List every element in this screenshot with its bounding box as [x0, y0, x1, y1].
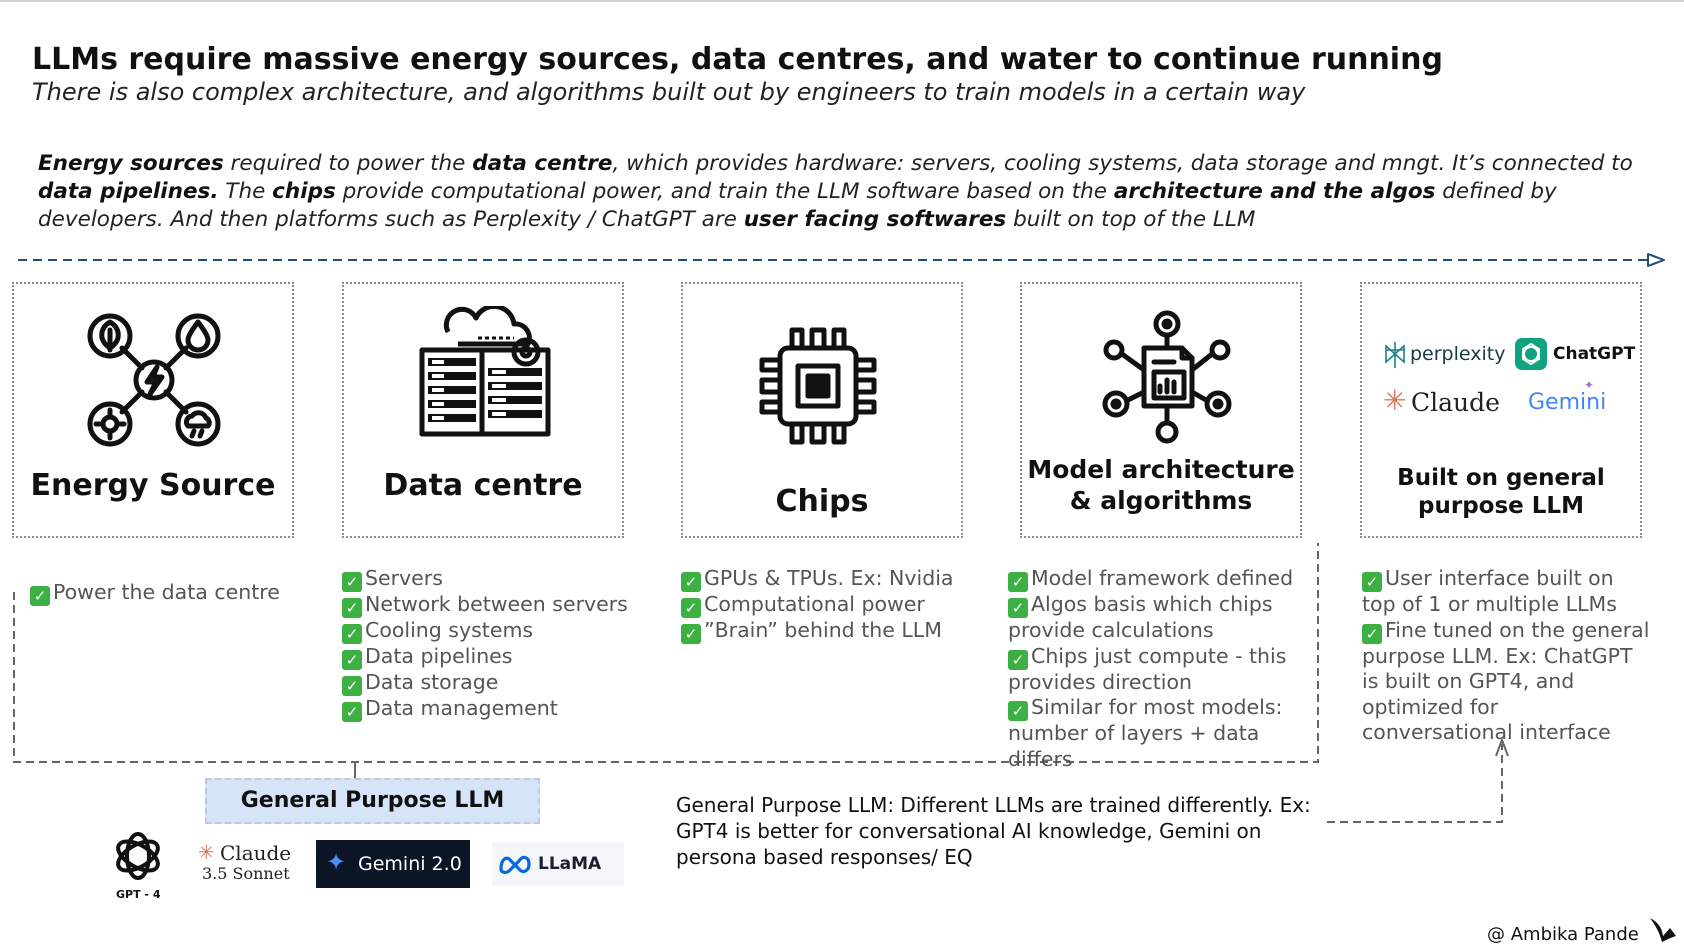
claude-icon: ✳: [1383, 384, 1407, 417]
llama-label: LLaMA: [538, 854, 602, 874]
list-item: [342, 566, 642, 592]
intro-text: built on top of the LLM: [1006, 207, 1256, 232]
page-title: LLMs require massive energy sources, data centres, and water to continue running: [32, 42, 1443, 77]
check-icon: ✓: [681, 624, 701, 644]
check-icon: ✓: [342, 598, 362, 618]
check-icon: ✓: [1008, 598, 1028, 618]
intro-emphasis: data centre: [472, 151, 613, 176]
list-item: [1008, 566, 1318, 592]
gemini-sparkle-icon: ✦: [1584, 378, 1595, 392]
stage-label-apps: [1362, 464, 1640, 520]
list-item-text: Algos basis which chips provide calculations: [1008, 592, 1273, 642]
intro-emphasis: data pipelines.: [38, 179, 219, 204]
intro-emphasis: user facing softwares: [743, 207, 1007, 232]
page-subtitle: There is also complex architecture, and algorithms built out by engineers to train models in a certain way: [32, 78, 1306, 106]
list-item: [1008, 695, 1318, 772]
list-item: [681, 592, 981, 618]
stage-label-chips: [683, 484, 961, 519]
check-icon: ✓: [342, 650, 362, 670]
stage-label-line: purpose LLM: [1418, 493, 1584, 519]
general-purpose-label: General Purpose LLM: [240, 788, 505, 813]
gpt4-logo: [108, 828, 168, 904]
list-item: [681, 566, 981, 592]
check-icon: ✓: [342, 572, 362, 592]
bird-logo-icon: [1648, 914, 1678, 944]
check-icon: ✓: [342, 676, 362, 696]
list-item-text: Servers: [365, 566, 443, 590]
perplexity-label: perplexity: [1410, 343, 1506, 365]
gemini-logo: [1528, 378, 1628, 422]
general-purpose-note: General Purpose LLM: Different LLMs are trained differently. Ex: GPT4 is better for conversational AI knowledge, Gemini on persona based responses/ EQ: [676, 793, 1311, 869]
check-icon: ✓: [1008, 650, 1028, 670]
data-centre-list: [342, 566, 642, 722]
gemini-2-logo: [316, 840, 470, 888]
chatgpt-logo: [1515, 338, 1635, 372]
gemini-2-icon: ✦: [326, 848, 347, 876]
check-icon: ✓: [681, 598, 701, 618]
claude-logo: [1383, 386, 1503, 420]
list-item: [681, 618, 981, 644]
list-item-text: Network between servers: [365, 592, 628, 616]
list-item-text: Chips just compute - this provides direction: [1008, 643, 1287, 694]
list-item-text: Data storage: [365, 670, 499, 694]
author-credit: @ Ambika Pande: [1487, 924, 1639, 945]
general-purpose-box: [205, 778, 540, 824]
list-item: [342, 670, 642, 696]
list-item-text: Computational power: [704, 592, 925, 616]
chips-list: [681, 566, 981, 644]
claude-model-icon: ✳: [198, 840, 215, 864]
chatgpt-label: ChatGPT: [1553, 344, 1636, 364]
stage-label-line: & algorithms: [1069, 486, 1253, 515]
energy-network-icon: [84, 310, 224, 450]
intro-text: defined by developers. And then platforms such as Perplexity / ChatGPT are: [38, 179, 1557, 232]
list-item-text: User interface built on top of 1 or multiple LLMs: [1362, 566, 1617, 616]
perplexity-icon: [1383, 340, 1407, 370]
model-architecture-icon: [1100, 310, 1234, 444]
list-item: [1362, 618, 1652, 746]
chip-icon: [756, 324, 880, 448]
check-icon: ✓: [1362, 624, 1382, 644]
openai-icon: [109, 828, 167, 884]
list-item: [1362, 566, 1652, 618]
claude-label: Claude: [1411, 388, 1500, 417]
claude-model-name: Claude: [220, 841, 292, 865]
apps-list: [1362, 566, 1652, 746]
data-centre-icon: [418, 306, 554, 440]
claude-sonnet-logo: [198, 840, 298, 890]
list-item: [342, 618, 642, 644]
energy-list: [30, 580, 310, 606]
chatgpt-icon: [1515, 338, 1547, 370]
llama-logo: [492, 842, 624, 886]
list-item-text: Cooling systems: [365, 618, 534, 642]
intro-emphasis: Energy sources: [38, 151, 224, 176]
check-icon: ✓: [1008, 701, 1028, 721]
stage-label-model: [1022, 454, 1300, 516]
intro-text: required to power the: [223, 151, 473, 176]
perplexity-logo: [1383, 340, 1506, 372]
list-item-text: GPUs & TPUs. Ex: Nvidia: [704, 566, 954, 590]
intro-text: The: [218, 179, 273, 204]
list-item: [342, 592, 642, 618]
check-icon: ✓: [1008, 572, 1028, 592]
stage-label-energy: [14, 468, 292, 503]
list-item: [1008, 592, 1318, 644]
check-icon: ✓: [681, 572, 701, 592]
claude-model-version: 3.5 Sonnet: [202, 864, 290, 883]
stage-label-line: Built on general: [1397, 465, 1605, 491]
list-item: [342, 644, 642, 670]
intro-text: provide computational power, and train the LLM software based on the: [335, 179, 1114, 204]
meta-icon: [498, 853, 532, 875]
check-icon: ✓: [342, 624, 362, 644]
intro-emphasis: architecture and the algos: [1113, 179, 1436, 204]
list-item-text: Power the data centre: [53, 580, 280, 604]
stage-label-line: Model architecture: [1027, 455, 1295, 484]
list-item-text: Similar for most models: number of layers + data differs: [1008, 695, 1283, 771]
list-item: [1008, 644, 1318, 696]
intro-text: , which provides hardware: servers, cooling systems, data storage and mngt. It’s connected to: [612, 151, 1633, 176]
stage-label-line: Energy Source: [30, 468, 276, 503]
check-icon: ✓: [30, 586, 50, 606]
list-item-text: ”Brain” behind the LLM: [704, 618, 942, 642]
list-item: [342, 696, 642, 722]
list-item-text: Model framework defined: [1031, 566, 1294, 590]
list-item-text: Data management: [365, 696, 558, 720]
list-item: [30, 580, 310, 606]
list-item-text: Data pipelines: [365, 644, 513, 668]
intro-emphasis: chips: [272, 179, 336, 204]
stage-label-line: Chips: [775, 484, 869, 519]
list-item-text: Fine tuned on the general purpose LLM. Ex: ChatGPT is built on GPT4, and optimized for conversational interface: [1362, 617, 1650, 744]
model-list: [1008, 566, 1318, 772]
gemini-label: Gemini: [1528, 390, 1607, 415]
gpt4-label: GPT - 4: [116, 888, 161, 901]
gemini-2-label: Gemini 2.0: [358, 853, 462, 875]
stage-label-data-centre: [344, 468, 622, 503]
check-icon: ✓: [1362, 572, 1382, 592]
check-icon: ✓: [342, 702, 362, 722]
stage-label-line: Data centre: [383, 468, 583, 503]
